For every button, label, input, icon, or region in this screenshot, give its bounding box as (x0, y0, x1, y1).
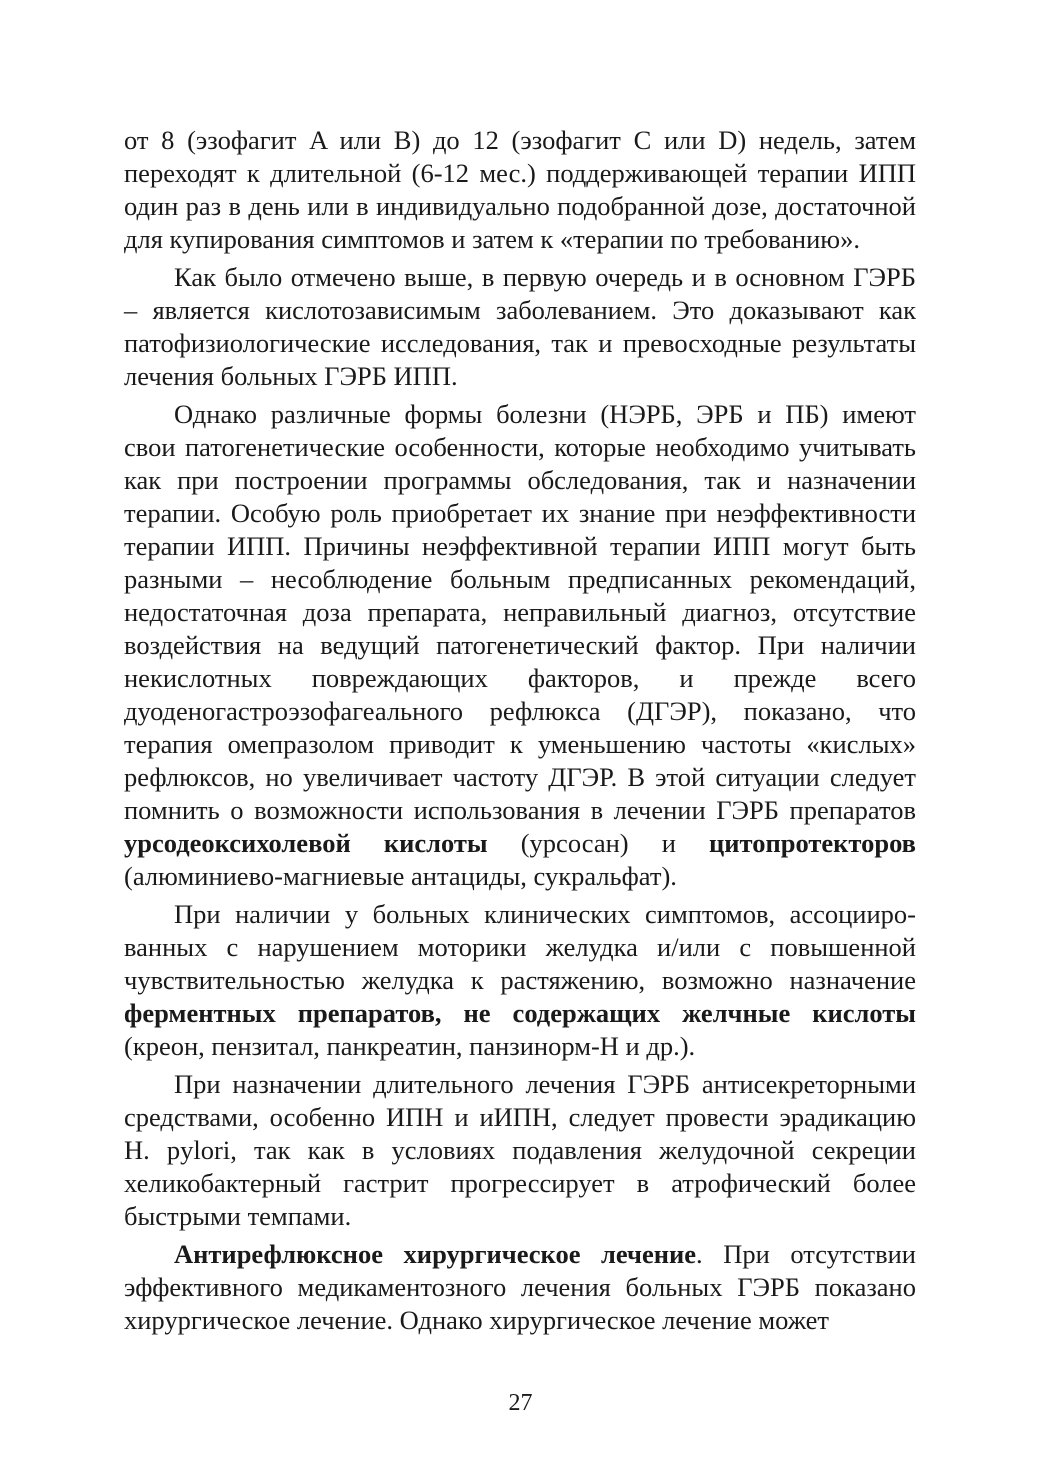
paragraph (124, 898, 916, 1063)
text-segment: Как было отмечено выше, в первую очередь и в основном ГЭРБ – является кислотозависимым заболеванием. Это доказывают как патофизиологические исследования, так и превосходные результаты лечения больных ГЭРБ ИПП. (124, 262, 916, 391)
paragraph (124, 398, 916, 893)
text-segment: (креон, пензитал, панкреатин, панзинорм-Н и др.). (124, 1031, 696, 1061)
text-segment: от 8 (эзофагит A или B) до 12 (эзофагит C или D) недель, затем переходят к длительной (6-12 мес.) поддерживающей терапии ИПП один раз в день или в индивидуально подобранной дозе, достаточной для купирования симптомов и затем к «терапии по требованию». (124, 125, 916, 254)
text-segment: (урсосан) и (487, 828, 710, 858)
bold-term: ферментных препаратов, не содержащих желчные кислоты (124, 998, 916, 1028)
text-segment: При наличии у больных клинических симптомов, ассоциированных с нарушением моторики желудка и/или с повышенной чувствительностью желудка к растяжению, возможно назначение (124, 899, 916, 995)
paragraph (124, 1238, 916, 1337)
page-body (124, 124, 916, 1342)
text-segment: При назначении длительного лечения ГЭРБ антисекреторными средствами, особенно ИПН и иИПН, следует провести эрадикацию H. pylori, так как в условиях подавления желудочной секреции хеликобактерный гастрит прогрессирует в атрофический более быстрыми темпами. (124, 1069, 916, 1231)
paragraph (124, 261, 916, 393)
text-segment: (алюминиево-магниевые антациды, сукральфат). (124, 861, 677, 891)
text-segment: Однако различные формы болезни (НЭРБ, ЭРБ и ПБ) имеют свои патогенетические особенности, которые необходимо учитывать как при построении программы обследования, так и назначении терапии. Особую роль приобретает их знание при неэффективности терапии ИПП. Причины неэффективной терапии ИПП могут быть разными – несоблюдение больным предписанных рекомендаций, недостаточная доза препарата, неправильный диагноз, отсутствие воздействия на ведущий патогенетический фактор. При наличии некислотных повреждающих факторов, и прежде всего дуоденогастроэзофагеального рефлюкса (ДГЭР), показано, что терапия омепразолом приводит к уменьшению частоты «кислых» рефлюксов, но увеличивает частоту ДГЭР. В этой ситуации следует помнить о возможности использования в лечении ГЭРБ препаратов (124, 399, 916, 825)
page-number: 27 (508, 1390, 533, 1416)
text-segment: . При отсутствии эффективного медикаментозного лечения больных ГЭРБ показано хирургическое лечение. Однако хирургическое лечение может (124, 1239, 916, 1335)
bold-term: урсодеоксихолевой кислоты (124, 828, 488, 858)
paragraph (124, 124, 916, 256)
paragraph (124, 1068, 916, 1233)
bold-term: Антирефлюксное хирургическое лечение (174, 1239, 697, 1269)
bold-term: цитопротекторов (709, 828, 916, 858)
